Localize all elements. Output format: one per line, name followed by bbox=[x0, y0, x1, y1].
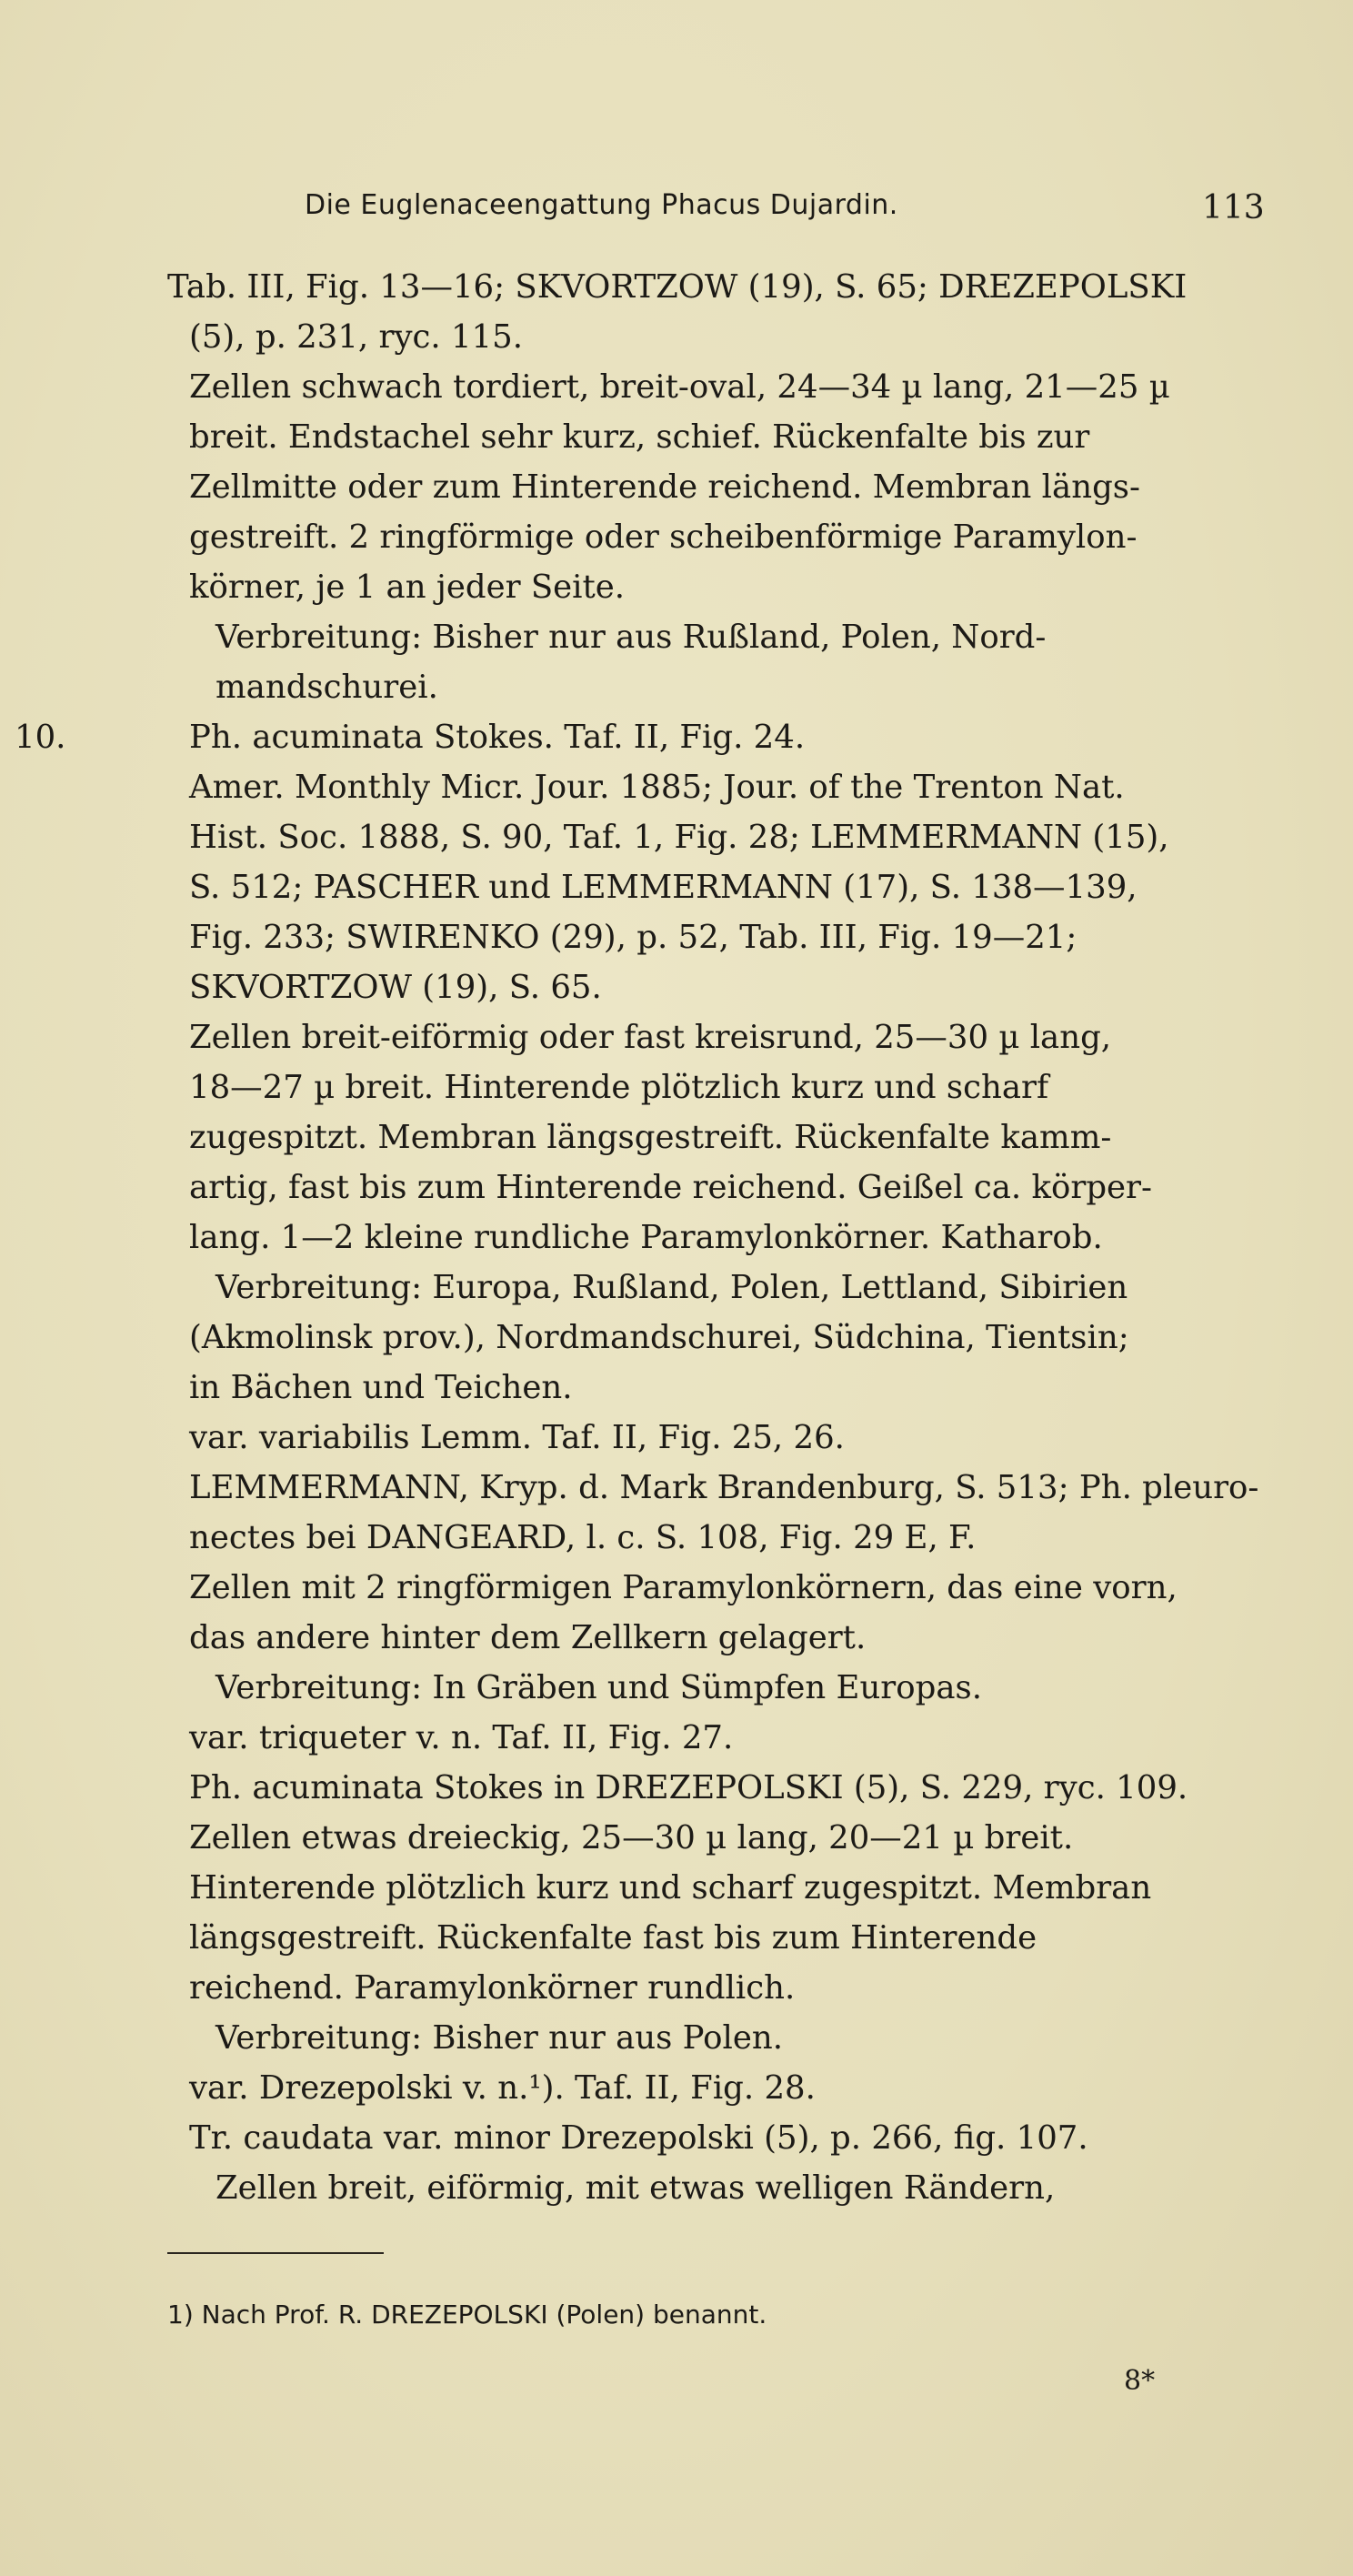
text-line: Verbreitung: Bisher nur aus Rußland, Polen, Nord- bbox=[215, 619, 1047, 656]
text-line: Fig. 233; SWIRENKO (29), p. 52, Tab. III, Fig. 19—21; bbox=[189, 919, 1077, 956]
text-line: Zellmitte oder zum Hinterende reichend. Membran längs- bbox=[189, 468, 1141, 506]
text-line: (Akmolinsk prov.), Nordmandschurei, Südchina, Tientsin; bbox=[189, 1319, 1129, 1356]
text-line: Zellen schwach tordiert, breit-oval, 24—34 µ lang, 21—25 µ bbox=[189, 368, 1170, 406]
text-line: Zellen mit 2 ringförmigen Paramylonkörnern, das eine vorn, bbox=[189, 1569, 1178, 1606]
text-line: das andere hinter dem Zellkern gelagert. bbox=[189, 1619, 867, 1656]
text-line: zugespitzt. Membran längsgestreift. Rückenfalte kamm- bbox=[189, 1119, 1112, 1156]
body-text bbox=[15, 262, 1259, 2213]
text-line: Amer. Monthly Micr. Jour. 1885; Jour. of the Trenton Nat. bbox=[189, 769, 1125, 806]
text-line: reichend. Paramylonkörner rundlich. bbox=[189, 1969, 796, 2007]
text-line: artig, fast bis zum Hinterende reichend. Geißel ca. körper- bbox=[189, 1169, 1153, 1206]
variety-heading: var. triqueter v. n. Taf. II, Fig. 27. bbox=[189, 1719, 734, 1756]
text-line: Hist. Soc. 1888, S. 90, Taf. 1, Fig. 28; LEMMERMANN (15), bbox=[189, 819, 1169, 856]
text-line: körner, je 1 an jeder Seite. bbox=[189, 569, 626, 606]
footnote-divider bbox=[167, 2252, 384, 2254]
text-line: nectes bei DANGEARD, l. c. S. 108, Fig. 29 E, F. bbox=[189, 1519, 977, 1556]
species-heading: Ph. acuminata Stokes. Taf. II, Fig. 24. bbox=[189, 719, 806, 756]
text-line: mandschurei. bbox=[215, 669, 438, 706]
variety-heading: var. Drezepolski v. n.¹). Taf. II, Fig. 28. bbox=[189, 2069, 816, 2107]
species-heading-line bbox=[15, 712, 1258, 762]
text-line: Verbreitung: Europa, Rußland, Polen, Lettland, Sibirien bbox=[215, 1269, 1128, 1306]
text-line: Zellen breit-eiförmig oder fast kreisrund, 25—30 µ lang, bbox=[189, 1019, 1112, 1056]
text-line: lang. 1—2 kleine rundliche Paramylonkörner. Katharob. bbox=[189, 1219, 1103, 1256]
text-line: (5), p. 231, ryc. 115. bbox=[189, 318, 523, 356]
text-line: Hinterende plötzlich kurz und scharf zugespitzt. Membran bbox=[189, 1869, 1152, 1907]
text-line: 18—27 µ breit. Hinterende plötzlich kurz und scharf bbox=[189, 1069, 1049, 1106]
species-number: 10. bbox=[15, 719, 66, 756]
text-line: Tr. caudata var. minor Drezepolski (5), p. 266, fig. 107. bbox=[189, 2119, 1088, 2157]
text-line: breit. Endstachel sehr kurz, schief. Rückenfalte bis zur bbox=[189, 418, 1090, 456]
variety-heading: var. variabilis Lemm. Taf. II, Fig. 25, 26. bbox=[189, 1419, 845, 1456]
text-line: SKVORTZOW (19), S. 65. bbox=[189, 969, 602, 1006]
signature-mark: 8* bbox=[1124, 2365, 1156, 2397]
text-line: Zellen etwas dreieckig, 25—30 µ lang, 20—21 µ breit. bbox=[189, 1819, 1074, 1857]
text-line: S. 512; PASCHER und LEMMERMANN (17), S. 138—139, bbox=[189, 869, 1138, 906]
text-line: längsgestreift. Rückenfalte fast bis zum Hinterende bbox=[189, 1919, 1037, 1957]
text-line: Ph. acuminata Stokes in DREZEPOLSKI (5), S. 229, ryc. 109. bbox=[189, 1769, 1188, 1806]
text-line: Verbreitung: In Gräben und Sümpfen Europas. bbox=[215, 1669, 983, 1706]
text-line: Tab. III, Fig. 13—16; SKVORTZOW (19), S. 65; DREZEPOLSKI bbox=[167, 268, 1188, 306]
text-line: gestreift. 2 ringförmige oder scheibenförmige Paramylon- bbox=[189, 518, 1138, 556]
text-line: LEMMERMANN, Kryp. d. Mark Brandenburg, S. 513; Ph. pleuro- bbox=[189, 1469, 1259, 1506]
footnote: 1) Nach Prof. R. DREZEPOLSKI (Polen) benannt. bbox=[167, 2299, 767, 2329]
running-title: Die Euglenaceengattung Phacus Dujardin. bbox=[305, 189, 898, 221]
text-line: Verbreitung: Bisher nur aus Polen. bbox=[215, 2019, 784, 2057]
text-line: in Bächen und Teichen. bbox=[189, 1369, 573, 1406]
text-line: Zellen breit, eiförmig, mit etwas welligen Rändern, bbox=[215, 2169, 1056, 2207]
page-number: 113 bbox=[1202, 189, 1265, 226]
